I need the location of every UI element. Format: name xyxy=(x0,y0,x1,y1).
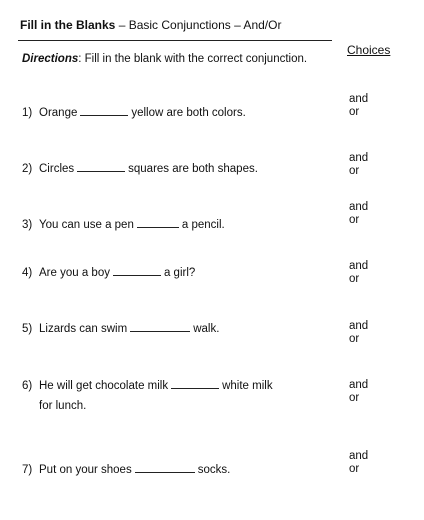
answer-blank xyxy=(137,216,179,228)
question-text-after: a girl? xyxy=(163,267,196,279)
choice-or: or xyxy=(349,463,360,475)
question-1 xyxy=(22,104,246,119)
choice-and: and xyxy=(349,152,369,164)
choice-or: or xyxy=(349,392,360,404)
choices-5 xyxy=(349,320,368,346)
question-number: 7) xyxy=(22,464,33,476)
question-number: 3) xyxy=(22,219,33,231)
choices-heading: Choices xyxy=(347,43,391,57)
question-number: 4) xyxy=(22,267,33,279)
directions-text: : Fill in the blank with the correct conjunction. xyxy=(78,53,308,65)
question-6 xyxy=(22,377,273,412)
choice-or: or xyxy=(349,165,360,177)
question-text-line2: for lunch. xyxy=(39,400,87,412)
question-text-after: white milk xyxy=(222,380,273,392)
choices-7 xyxy=(349,450,368,476)
question-text-after: walk. xyxy=(193,323,220,335)
choices-3 xyxy=(349,201,368,227)
question-number: 2) xyxy=(22,163,33,175)
question-7 xyxy=(22,461,230,476)
question-number: 6) xyxy=(22,380,33,392)
question-text-after: socks. xyxy=(197,464,231,476)
question-text-before: Put on your shoes xyxy=(39,464,132,476)
question-text-after: a pencil. xyxy=(181,219,225,231)
question-5 xyxy=(22,320,219,335)
title-bold: Fill in the Blanks xyxy=(20,18,116,32)
title-rest: – Basic Conjunctions – And/Or xyxy=(115,18,282,32)
choice-and: and xyxy=(349,450,369,462)
directions xyxy=(22,53,307,65)
question-text-before: You can use a pen xyxy=(39,219,134,231)
question-2 xyxy=(22,160,258,175)
question-4 xyxy=(22,264,195,279)
answer-blank xyxy=(171,377,219,389)
answer-blank xyxy=(113,264,161,276)
choice-and: and xyxy=(349,260,369,272)
choice-or: or xyxy=(349,106,360,118)
question-text-before: He will get chocolate milk xyxy=(39,380,169,392)
choices-6 xyxy=(349,379,368,405)
question-text-before: Circles xyxy=(39,163,75,175)
question-number: 5) xyxy=(22,323,33,335)
choice-or: or xyxy=(349,333,360,345)
question-number: 1) xyxy=(22,107,33,119)
choices-1 xyxy=(349,93,368,119)
choice-or: or xyxy=(349,273,360,285)
answer-blank xyxy=(80,104,128,116)
answer-blank xyxy=(77,160,125,172)
choice-and: and xyxy=(349,201,369,213)
question-text-before: Are you a boy xyxy=(39,267,110,279)
directions-label: Directions xyxy=(22,53,79,65)
worksheet-title xyxy=(20,18,281,32)
choice-and: and xyxy=(349,93,369,105)
question-3 xyxy=(22,216,225,231)
question-text-after: yellow are both colors. xyxy=(131,107,246,119)
question-text-before: Orange xyxy=(39,107,78,119)
choice-and: and xyxy=(349,320,369,332)
choice-or: or xyxy=(349,214,360,226)
choice-and: and xyxy=(349,379,369,391)
title-divider xyxy=(18,40,332,41)
choices-2 xyxy=(349,152,368,178)
question-text-after: squares are both shapes. xyxy=(128,163,258,175)
answer-blank xyxy=(130,320,190,332)
choices-4 xyxy=(349,260,368,286)
answer-blank xyxy=(135,461,195,473)
question-text-before: Lizards can swim xyxy=(39,323,128,335)
